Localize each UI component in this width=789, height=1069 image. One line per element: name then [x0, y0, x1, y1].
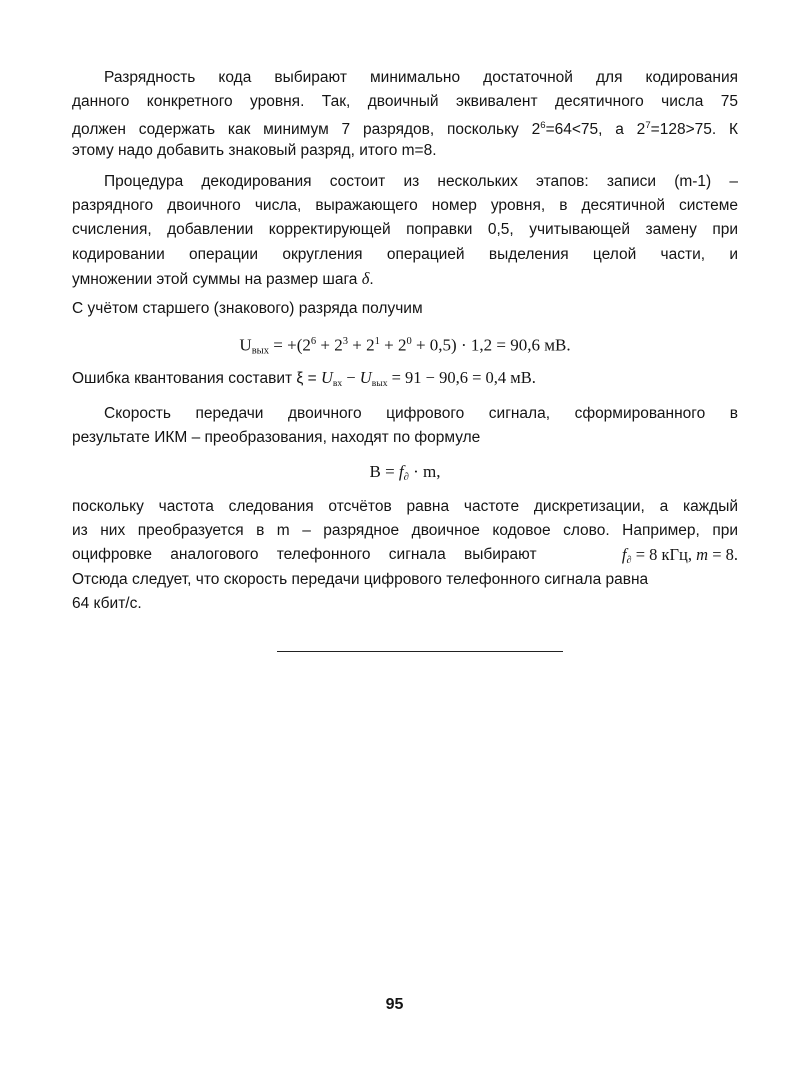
paragraph-sampling	[72, 495, 738, 616]
text-line: умножении этой суммы на размер шага δ.	[72, 268, 374, 288]
text-line: кодировании операции округления операцией выделения целой части, и	[72, 245, 738, 263]
text-line: разрядного двоичного числа, выражающего номер уровня, в десятичной системе	[72, 197, 738, 215]
text-line: 64 кбит/с.	[72, 594, 142, 612]
section-divider	[277, 651, 563, 652]
text-line: оцифровке аналогового телефонного сигнала выбирают $f_\partial = 8$ кГц, m = 8.	[72, 545, 738, 567]
text-line: данного конкретного уровня. Так, двоичный эквивалент десятичного числа 75	[72, 93, 738, 111]
text-line: Скорость передачи двоичного цифрового сигнала, сформированного в	[104, 405, 738, 422]
paragraph-code-bits	[72, 66, 738, 163]
text-line: счисления, добавлении корректирующей поправки 0,5, учитывающей замену при	[72, 221, 738, 239]
text-line: из них преобразуется в m – разрядное двоичное кодовое слово. Например, при	[72, 522, 738, 540]
text-line: Отсюда следует, что скорость передачи цифрового телефонного сигнала равна	[72, 570, 649, 588]
senior-bit-line	[72, 297, 738, 321]
text-line: результате ИКМ – преобразования, находят по формуле	[72, 429, 481, 447]
formula-u-out	[72, 330, 738, 357]
paragraph-bitrate	[72, 402, 738, 450]
text-line: должен содержать как минимум 7 разрядов, поскольку $2^6=64<75$, а $2^7=128>75$. К	[72, 120, 738, 139]
text-line: поскольку частота следования отсчётов равна частоте дискретизации, а каждый	[72, 498, 738, 515]
formula-b	[72, 460, 738, 484]
text-line: этому надо добавить знаковый разряд, итого m=8.	[72, 141, 437, 159]
text-line: Процедура декодирования состоит из нескольких этапов: записи (m-1) –	[104, 173, 738, 190]
formula-line: $B = f_\partial \cdot m$,	[369, 462, 441, 484]
text-line: Разрядность кода выбирают минимально достаточной для кодирования	[104, 69, 738, 86]
quantization-error-line	[72, 366, 738, 390]
page-number: 95	[385, 996, 404, 1013]
text-line: Ошибка квантования составит $\xi = U_{вх} - U_{вых} = 91 - 90,6 = 0,4$ мВ.	[72, 368, 536, 389]
formula-line: $U_{вых} = +(2^6 + 2^3 + 2^1 + 2^0 + 0,5) \cdot 1,2 = 90,6$ мВ.	[239, 335, 571, 357]
text-line: С учётом старшего (знакового) разряда получим	[72, 300, 423, 317]
paragraph-decoding	[72, 170, 738, 291]
